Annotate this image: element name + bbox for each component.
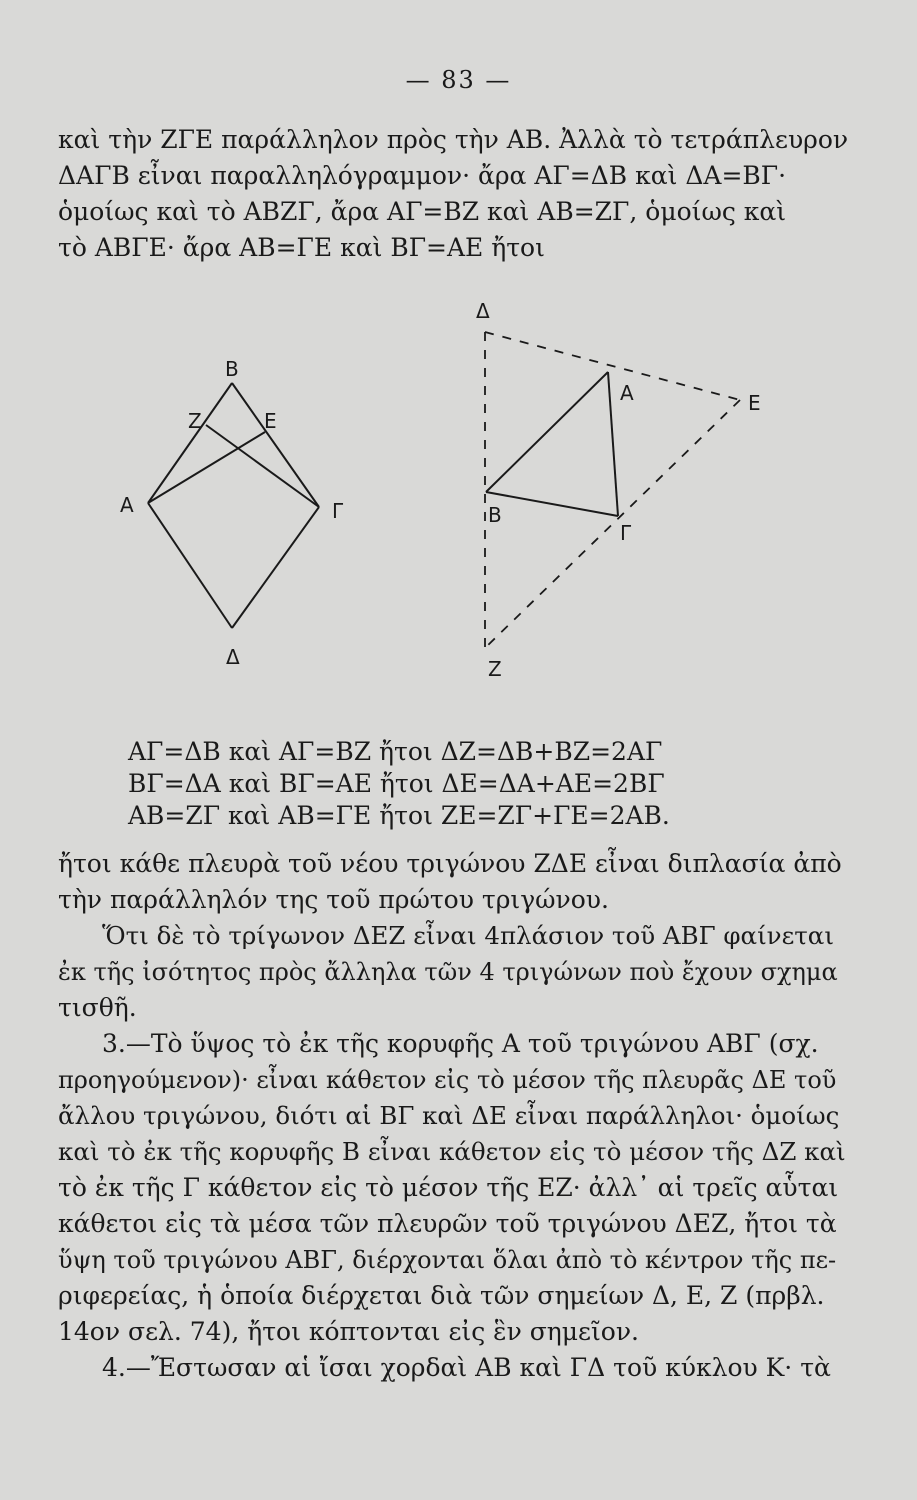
segment-bg [486, 492, 618, 516]
figure-left [148, 383, 319, 628]
segment-zg [206, 425, 319, 507]
segment-de [485, 332, 740, 400]
text-line: τὸ ἐκ τῆς Γ κάθετον εἰς τὸ μέσον τῆς ΕΖ· ἀλλ᾽ αἱ τρεῖς αὗται [58, 1173, 839, 1202]
label-right-g: Γ [620, 521, 632, 545]
label-left-z: Ζ [188, 409, 202, 433]
label-right-e: Ε [748, 391, 761, 415]
figure-right-dashed [485, 332, 740, 648]
text-line: προηγούμενον)· εἶναι κάθετον εἰς τὸ μέσον τῆς πλευρᾶς ΔΕ τοῦ [58, 1066, 837, 1094]
body-text [58, 846, 848, 1386]
segment-ab [486, 372, 608, 492]
label-left-g: Γ [332, 499, 344, 523]
label-right-d: Δ [476, 299, 490, 323]
text-line: τὸ ΑΒΓΕ· ἄρα ΑΒ=ΓΕ καὶ ΒΓ=ΑΕ ἤτοι [58, 233, 545, 262]
segment-gd [232, 507, 319, 628]
label-left-a: Α [120, 493, 134, 517]
equation-line: ΑΓ=ΔΒ καὶ ΑΓ=ΒΖ ἤτοι ΔΖ=ΔΒ+ΒΖ=2ΑΓ [128, 737, 663, 766]
text-line: ὕψη τοῦ τριγώνου ΑΒΓ, διέρχονται ὅλαι ἀπὸ τὸ κέντρον τῆς πε- [58, 1246, 837, 1274]
text-line: 3.—Τὸ ὕψος τὸ ἐκ τῆς κορυφῆς Α τοῦ τριγώνου ΑΒΓ (σχ. [102, 1029, 819, 1058]
text-line: τὴν παράλληλόν της τοῦ πρώτου τριγώνου. [58, 885, 609, 914]
equations-block [128, 736, 848, 832]
text-line: ΔΑΓΒ εἶναι παραλληλόγραμμον· ἄρα ΑΓ=ΔΒ καὶ ΔΑ=ΒΓ· [58, 161, 787, 190]
geometry-figure [0, 290, 917, 690]
figure-right [486, 372, 618, 516]
equation-line: ΒΓ=ΔΑ καὶ ΒΓ=ΑΕ ἤτοι ΔΕ=ΔΑ+ΑΕ=2ΒΓ [128, 769, 665, 798]
top-paragraph [58, 122, 848, 266]
text-line: κάθετοι εἰς τὰ μέσα τῶν πλευρῶν τοῦ τριγώνου ΔΕΖ, ἤτοι τὰ [58, 1209, 837, 1238]
text-line: 4.—Ἔστωσαν αἱ ἴσαι χορδαὶ ΑΒ καὶ ΓΔ τοῦ κύκλου Κ· τὰ [102, 1353, 831, 1382]
text-line: ἄλλου τριγώνου, διότι αἱ ΒΓ καὶ ΔΕ εἶναι παράλληλοι· ὁμοίως [58, 1101, 840, 1130]
label-right-z: Ζ [488, 657, 502, 681]
text-line: καὶ τὴν ΖΓΕ παράλληλον πρὸς τὴν ΑΒ. Ἀλλὰ τὸ τετράπλευρον [58, 125, 849, 154]
text-line: Ὅτι δὲ τὸ τρίγωνον ΔΕΖ εἶναι 4πλάσιον τοῦ ΑΒΓ φαίνεται [102, 921, 834, 950]
text-line: ὁμοίως καὶ τὸ ΑΒΖΓ, ἄρα ΑΓ=ΒΖ καὶ ΑΒ=ΖΓ, ὁμοίως καὶ [58, 197, 787, 226]
segment-ba [148, 383, 232, 503]
text-line: τισθῆ. [58, 993, 137, 1022]
segment-ae [148, 432, 265, 503]
text-line: 14ον σελ. 74), ἤτοι κόπτονται εἰς ἓν σημεῖον. [58, 1317, 639, 1346]
equation-line: ΑΒ=ΖΓ καὶ ΑΒ=ΓΕ ἤτοι ΖΕ=ΖΓ+ΓΕ=2ΑΒ. [128, 801, 670, 830]
text-line: ἐκ τῆς ἰσότητος πρὸς ἄλληλα τῶν 4 τριγώνων ποὺ ἔχουν σχημα [58, 958, 838, 986]
text-line: ἤτοι κάθε πλευρὰ τοῦ νέου τριγώνου ΖΔΕ εἶναι διπλασία ἀπὸ [58, 849, 842, 878]
label-right-b: Β [488, 503, 502, 527]
segment-ad [148, 503, 232, 628]
label-right-a: Α [620, 381, 634, 405]
text-line: ριφερείας, ἡ ὁποία διέρχεται διὰ τῶν σημείων Δ, Ε, Ζ (πρβλ. [58, 1281, 825, 1310]
label-left-b: Β [225, 357, 239, 381]
label-left-e: Ε [264, 409, 277, 433]
text-line: καὶ τὸ ἐκ τῆς κορυφῆς Β εἶναι κάθετον εἰς τὸ μέσον τῆς ΔΖ καὶ [58, 1137, 846, 1166]
label-left-d: Δ [226, 645, 240, 669]
page-number: — 83 — [405, 66, 512, 94]
segment-ag [608, 372, 618, 516]
